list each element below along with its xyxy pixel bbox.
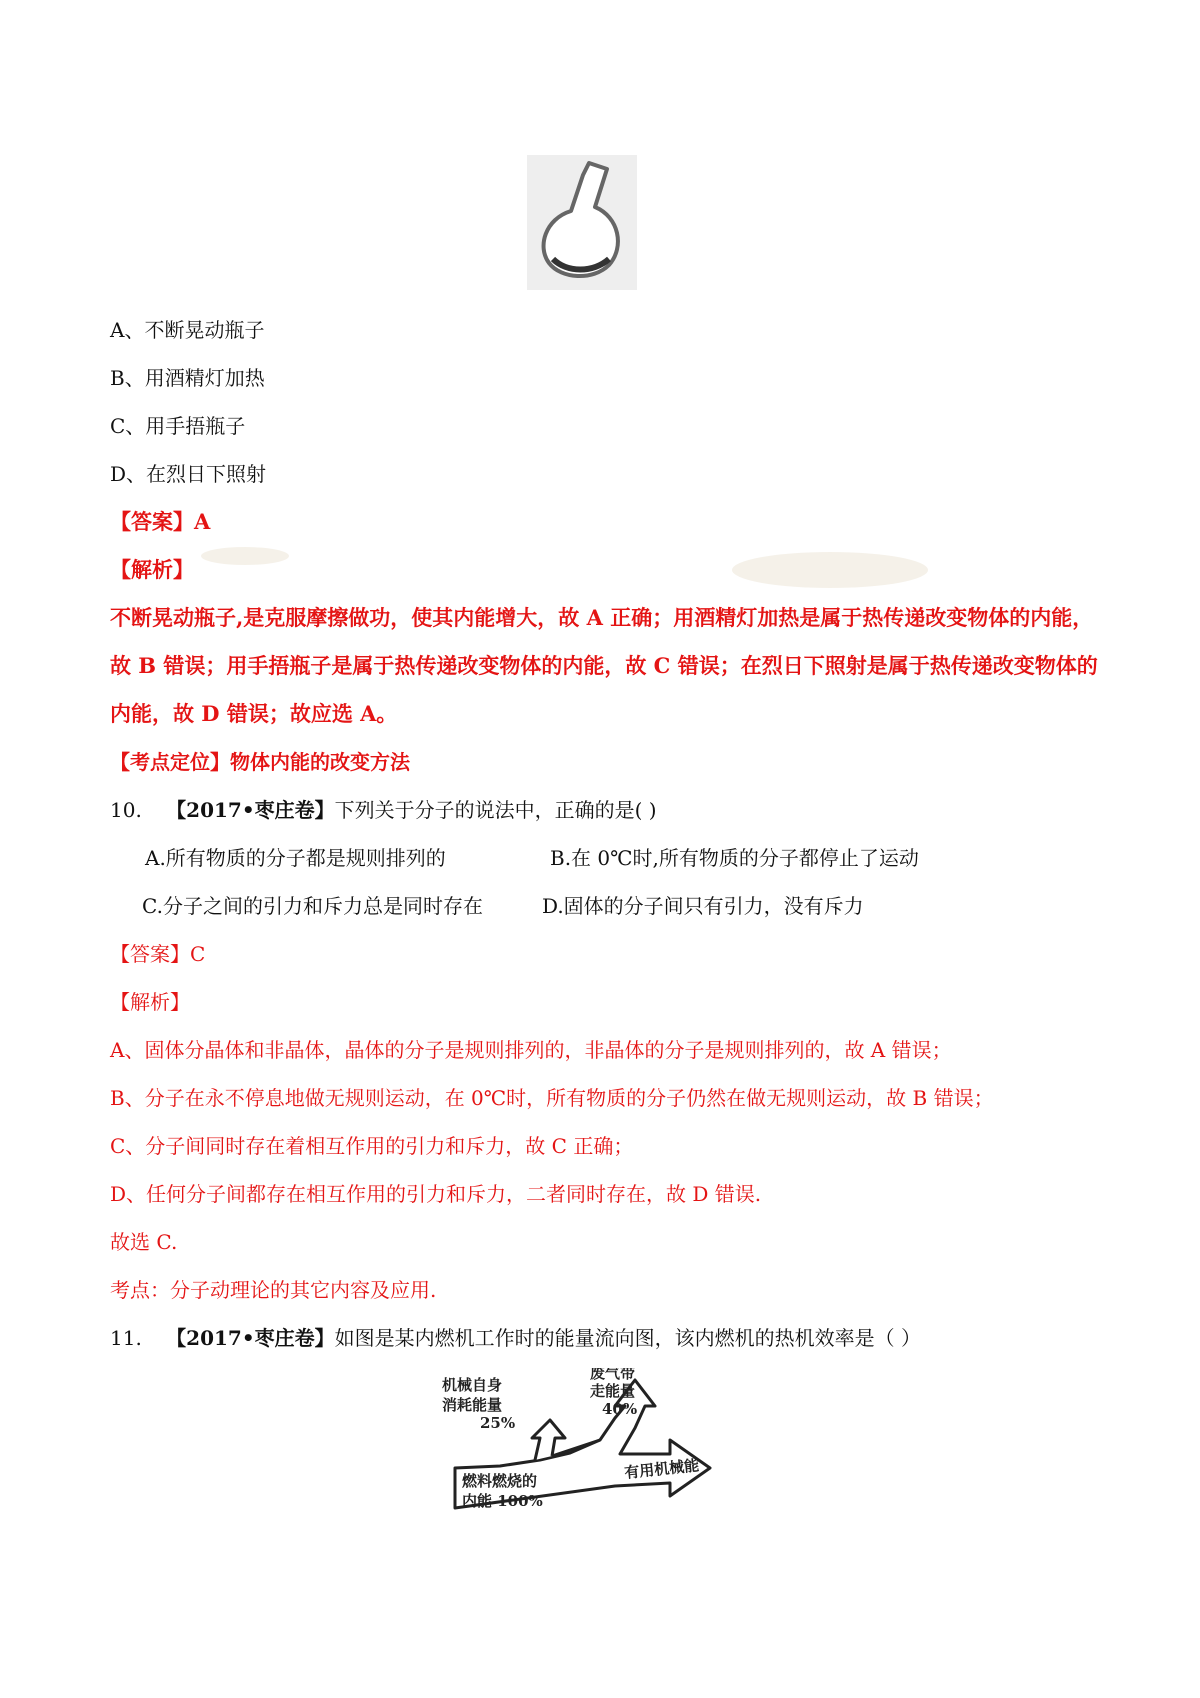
q10-option-b: B.在 0℃时,所有物质的分子都停止了运动 (550, 846, 919, 870)
input-label-2: 内能 100% (462, 1492, 543, 1510)
q9-option-a: A、不断晃动瓶子 (110, 318, 265, 342)
mech-loss-pct: 25% (480, 1414, 516, 1432)
q9-analysis-line: 故 B 错误；用手捂瓶子是属于热传递改变物体的内能，故 C 错误；在烈日下照射是属于热传递改变物体的 (110, 653, 1098, 678)
q10-stem: 下列关于分子的说法中，正确的是( ) (334, 798, 657, 822)
q10-analysis-line: A、固体分晶体和非晶体，晶体的分子是规则排列的，非晶体的分子是规则排列的，故 A 错误； (110, 1038, 952, 1062)
watermark-logo (730, 545, 930, 595)
exhaust-label-2: 走能量 (590, 1382, 636, 1400)
flask-drawing (527, 155, 637, 290)
q9-analysis-label: 【解析】 (110, 557, 194, 582)
q10-analysis-line: B、分子在永不停息地做无规则运动，在 0℃时，所有物质的分子仍然在做无规则运动，故 B 错误； (110, 1086, 994, 1110)
q11-number: 11. (110, 1326, 142, 1350)
q9-option-c: C、用手捂瓶子 (110, 414, 246, 438)
q10-analysis-line: C、分子间同时存在着相互作用的引力和斥力，故 C 正确； (110, 1134, 634, 1158)
q10-number: 10. (110, 798, 142, 822)
q9-analysis-line: 内能，故 D 错误；故应选 A。 (110, 701, 398, 726)
q9-option-b: B、用酒精灯加热 (110, 366, 265, 390)
mech-loss-label-2: 消耗能量 (442, 1396, 503, 1414)
watermark-logo (200, 545, 290, 567)
q10-analysis-line: D、任何分子间都存在相互作用的引力和斥力，二者同时存在，故 D 错误. (110, 1182, 762, 1206)
q10-source: 【2017•枣庄卷】 (166, 798, 335, 822)
exhaust-pct: 40% (602, 1400, 638, 1418)
mech-loss-label-1: 机械自身 (442, 1376, 503, 1394)
input-label-1: 燃料燃烧的 (462, 1472, 538, 1490)
q10-analysis-line: 故选 C. (110, 1230, 178, 1254)
q10-option-d: D.固体的分子间只有引力，没有斥力 (542, 894, 864, 918)
exhaust-label-1: 废气带 (590, 1368, 636, 1382)
q11-stem: 如图是某内燃机工作时的能量流向图，该内燃机的热机效率是（ ） (334, 1326, 921, 1350)
q10-option-a: A.所有物质的分子都是规则排列的 (145, 846, 446, 870)
flask-image (527, 155, 637, 290)
q9-answer: 【答案】A (110, 509, 211, 534)
q10-topic: 考点：分子动理论的其它内容及应用. (110, 1278, 437, 1302)
q10-stem-line (110, 796, 657, 824)
energy-flow-diagram (440, 1368, 760, 1528)
q11-stem-line (110, 1324, 921, 1352)
q11-source: 【2017•枣庄卷】 (166, 1326, 335, 1350)
q9-analysis-line: 不断晃动瓶子,是克服摩擦做功，使其内能增大，故 A 正确；用酒精灯加热是属于热传递改变物体的内能， (110, 605, 1094, 630)
q10-analysis-label: 【解析】 (110, 990, 190, 1014)
q9-topic-text: 【考点定位】物体内能的改变方法 (110, 750, 410, 774)
q10-answer: 【答案】C (110, 942, 206, 966)
useful-label: 有用机械能 (623, 1456, 701, 1482)
q9-topic (110, 748, 410, 776)
q10-option-c: C.分子之间的引力和斥力总是同时存在 (142, 894, 483, 918)
q9-option-d: D、在烈日下照射 (110, 462, 267, 486)
